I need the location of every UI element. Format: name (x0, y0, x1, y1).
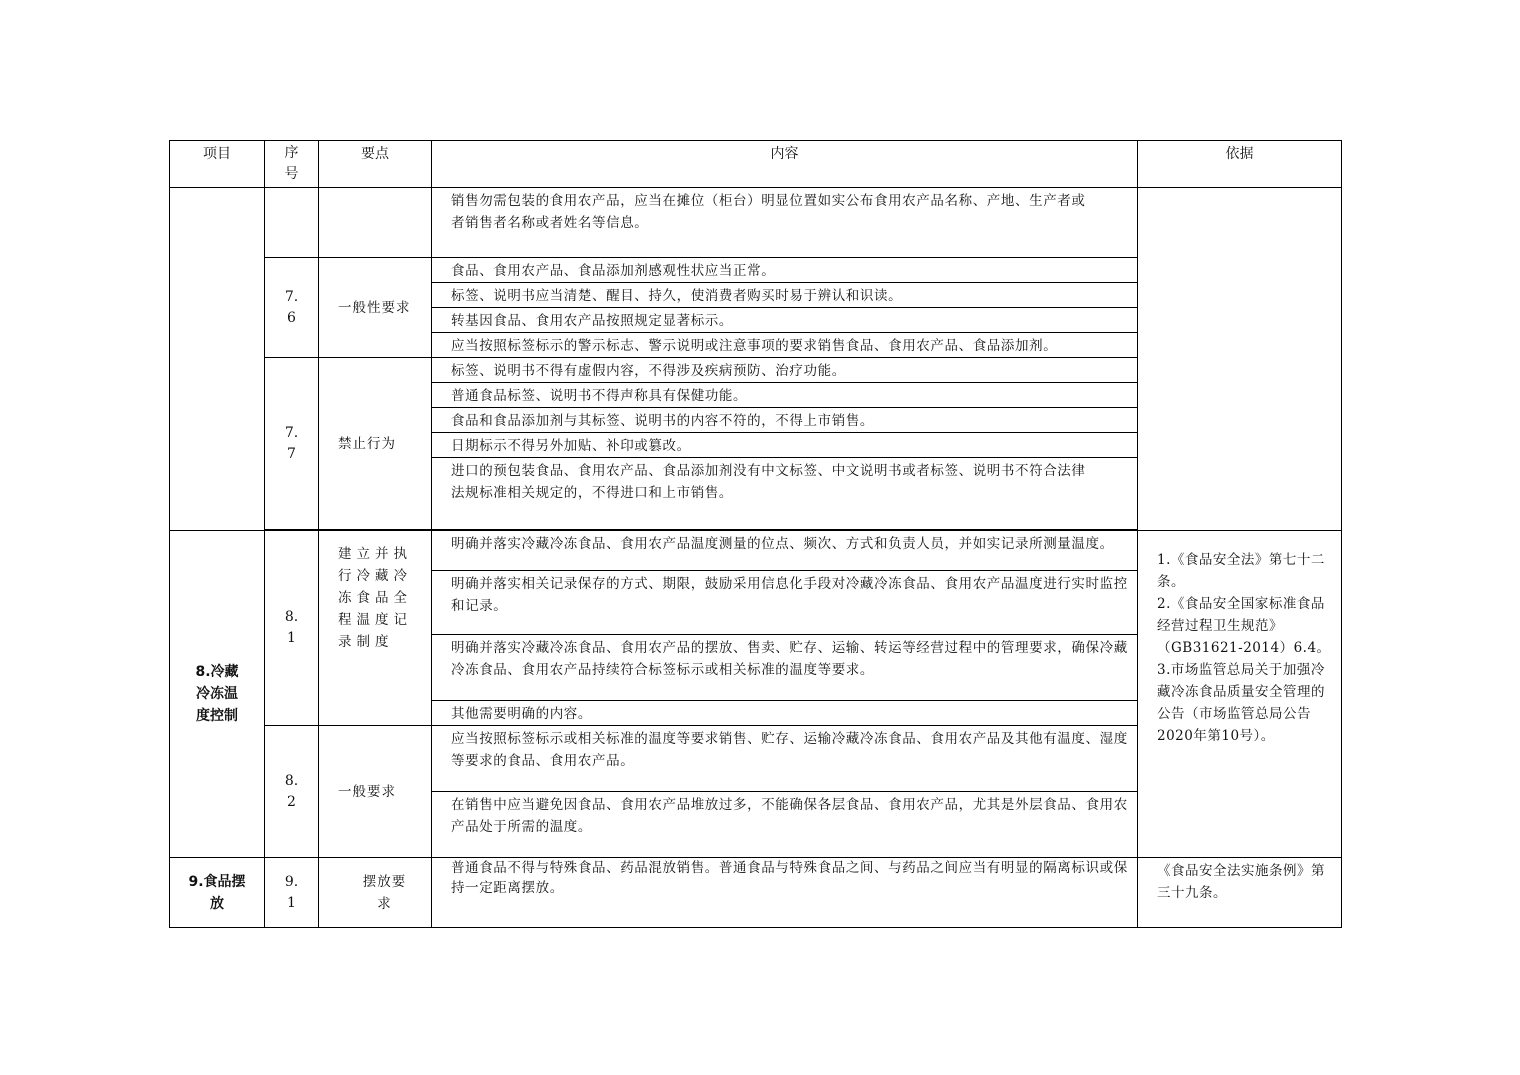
content-cell: 明确并落实相关记录保存的方式、期限，鼓励采用信息化手段对冷藏冷冻食品、食用农产品温度进行实时监控和记录。 (432, 571, 1138, 635)
content-cell: 应当按照标签标示的警示标志、警示说明或注意事项的要求销售食品、食用农产品、食品添加剂。 (432, 333, 1138, 358)
content-cell: 销售勿需包装的食用农产品，应当在摊位（柜台）明显位置如实公布食用农产品名称、产地、生产者或 者销售者名称或者姓名等信息。 (432, 188, 1138, 258)
header-key: 要点 (319, 141, 432, 188)
content-cell: 应当按照标签标示或相关标准的温度等要求销售、贮存、运输冷藏冷冻食品、食用农产品及其他有温度、湿度等要求的食品、食用农产品。 (432, 726, 1138, 792)
header-basis: 依据 (1138, 141, 1342, 188)
section9-basis: 《食品安全法实施条例》第三十九条。 (1138, 858, 1342, 928)
section7-seq-empty (265, 188, 319, 258)
content-cell: 普通食品标签、说明书不得声称具有保健功能。 (432, 383, 1138, 408)
content-cell: 明确并落实冷藏冷冻食品、食用农产品温度测量的位点、频次、方式和负责人员，并如实记录所测量温度。 (432, 531, 1138, 571)
table-row (170, 858, 1342, 928)
header-project: 项目 (170, 141, 265, 188)
content-cell: 食品、食用农产品、食品添加剂感观性状应当正常。 (432, 258, 1138, 283)
content-cell: 标签、说明书应当清楚、醒目、持久，使消费者购买时易于辨认和识读。 (432, 283, 1138, 308)
table-row (170, 531, 1342, 571)
seq-8-1: 8. 1 (265, 531, 319, 726)
content-cell: 明确并落实冷藏冷冻食品、食用农产品的摆放、售卖、贮存、运输、转运等经营过程中的管理要求，确保冷藏冷冻食品、食用农产品持续符合标签标示或相关标准的温度等要求。 (432, 635, 1138, 701)
key-8-1: 建立并执行冷藏冷冻食品全程温度记录制度 (319, 531, 432, 726)
section9-project: 9.食品摆 放 (170, 858, 265, 928)
content-cell: 进口的预包装食品、食用农产品、食品添加剂没有中文标签、中文说明书或者标签、说明书不符合法律 法规标准相关规定的，不得进口和上市销售。 (432, 458, 1138, 530)
key-7-6: 一般性要求 (319, 258, 432, 358)
content-cell: 在销售中应当避免因食品、食用农产品堆放过多，不能确保各层食品、食用农产品，尤其是外层食品、食用农产品处于所需的温度。 (432, 792, 1138, 858)
section8-project: 8.冷藏 冷冻温 度控制 (170, 531, 265, 858)
section8-basis (1138, 531, 1342, 858)
content-cell: 标签、说明书不得有虚假内容，不得涉及疾病预防、治疗功能。 (432, 358, 1138, 383)
key-8-2: 一般要求 (319, 726, 432, 858)
table-header-row (170, 141, 1342, 188)
basis-item: 3.市场监管总局关于加强冷藏冷冻食品质量安全管理的公告（市场监管总局公告2020年第10号）。 (1157, 662, 1325, 744)
key-9-1: 摆放要 求 (319, 858, 432, 928)
section7-project-cell (170, 188, 265, 531)
content-cell: 其他需要明确的内容。 (432, 701, 1138, 726)
basis-item: 1.《食品安全法》第七十二条。 (1157, 552, 1325, 590)
section7-basis-cell (1138, 188, 1342, 531)
regulation-table (169, 140, 1342, 928)
seq-9-1: 9. 1 (265, 858, 319, 928)
seq-7-7: 7. 7 (265, 358, 319, 530)
content-cell: 日期标示不得另外加贴、补印或篡改。 (432, 433, 1138, 458)
key-7-7: 禁止行为 (319, 358, 432, 530)
seq-8-2: 8. 2 (265, 726, 319, 858)
section7-key-empty (319, 188, 432, 258)
header-content: 内容 (432, 141, 1138, 188)
seq-7-6: 7. 6 (265, 258, 319, 358)
content-cell: 转基因食品、食用农产品按照规定显著标示。 (432, 308, 1138, 333)
basis-item: 2.《食品安全国家标准食品经营过程卫生规范》（GB31621-2014）6.4。 (1157, 596, 1331, 656)
content-cell: 普通食品不得与特殊食品、药品混放销售。普通食品与特殊食品之间、与药品之间应当有明显的隔离标识或保持一定距离摆放。 (432, 858, 1138, 928)
content-cell: 食品和食品添加剂与其标签、说明书的内容不符的，不得上市销售。 (432, 408, 1138, 433)
header-seq: 序 号 (265, 141, 319, 188)
table-row (170, 188, 1342, 258)
